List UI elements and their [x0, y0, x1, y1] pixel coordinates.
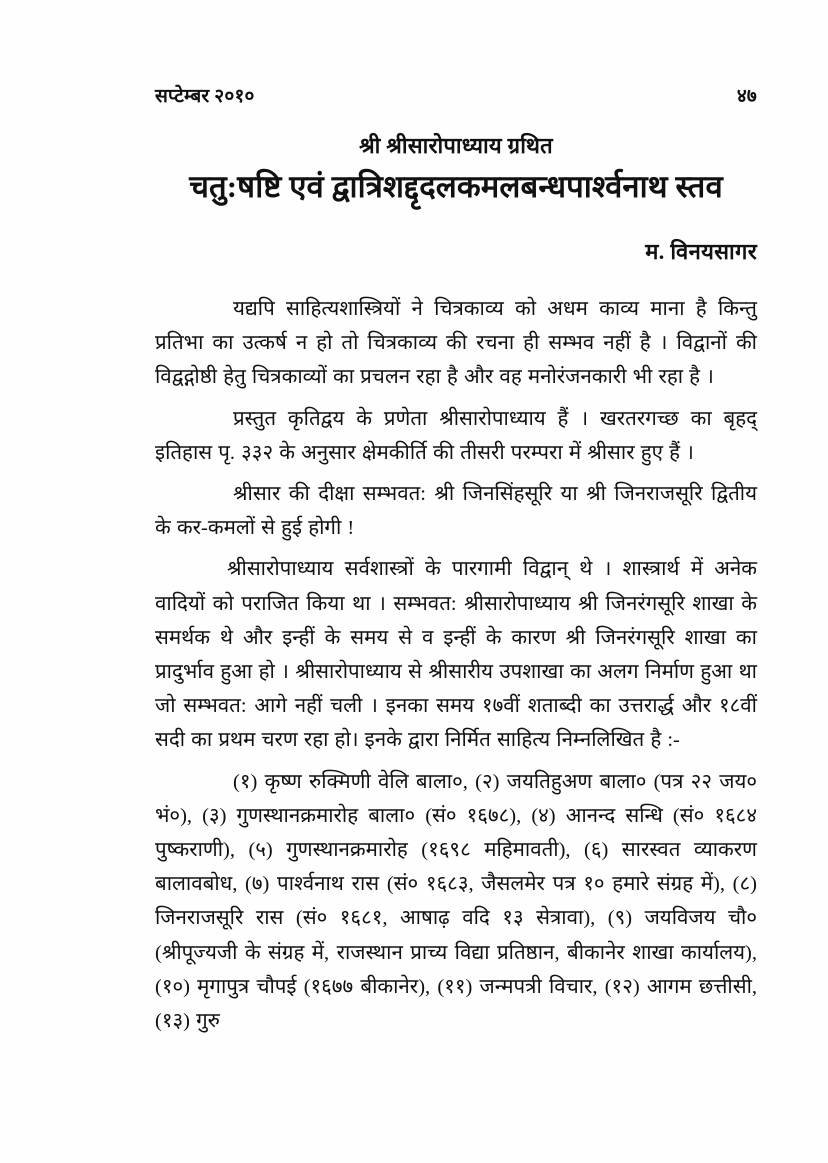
- title-block: [155, 132, 757, 205]
- body-paragraph: प्रस्तुत कृतिद्वय के प्रणेता श्रीसारोपाध्याय हैं । खरतरगच्छ का बृहद् इतिहास पृ. ३३२ के अनुसार क्षेमकीर्ति की तीसरी परम्परा में श्रीसार हुए हैं ।: [155, 407, 757, 464]
- article-byline: म. विनयसागर: [645, 239, 757, 264]
- body-paragraph: श्रीसार की दीक्षा सम्भवत: श्री जिनसिंहसूरि या श्री जिनराजसूरि द्वितीय के कर-कमलों से हुई होगी !: [155, 483, 757, 540]
- issue-date: सप्टेम्बर २०१०: [155, 86, 255, 107]
- running-head: [155, 82, 757, 108]
- article-subtitle: श्री श्रीसारोपाध्याय ग्रथित: [359, 133, 553, 158]
- article-body: [155, 292, 757, 1038]
- article-title: चतु:षष्टि एवं द्वात्रिशद्दृदलकमलबन्धपार्श्वनाथ स्तव: [189, 168, 723, 204]
- page-number: ४७: [736, 86, 757, 107]
- body-paragraph: यद्यपि साहित्यशास्त्रियों ने चित्रकाव्य को अधम काव्य माना है किन्तु प्रतिभा का उत्कर्ष न हो तो चित्रकाव्य की रचना ही सम्भव नहीं है । विद्वानों की विद्वद्गोष्ठी हेतु चित्रकाव्यों का प्रचलन रहा है और वह मनोरंजनकारी भी रहा है ।: [155, 298, 757, 389]
- body-paragraph-works-list: (१) कृष्ण रुक्मिणी वेलि बाला०, (२) जयतिहुअण बाला० (पत्र २२ जय० भं०), (३) गुणस्थानक्रमारोह बाला० (सं० १६७८), (४) आनन्द सन्धि (सं० १६८४ पुष्कराणी), (५) गुणस्थानक्रमारोह (१६९८ महिमावती), (६) सारस्वत व्याकरण बालावबोध, (७) पार्श्वनाथ रास (सं० १६८३, जैसलमेर पत्र १० हमारे संग्रह में), (८) जिनराजसूरि रास (सं० १६८१, आषाढ़ वदि १३ सेत्रावा), (९) जयविजय चौ० (श्रीपूज्यजी के संग्रह में, राजस्थान प्राच्य विद्या प्रतिष्ठान, बीकानेर शाखा कार्यालय), (१०) मृगापुत्र चौपई (१६७७ बीकानेर), (११) जन्मपत्री विचार, (१२) आगम छत्तीसी, (१३) गुरु: [155, 770, 757, 1033]
- body-paragraph: श्रीसारोपाध्याय सर्वशास्त्रों के पारगामी विद्वान् थे । शास्त्रार्थ में अनेक वादियों को पराजित किया था । सम्भवत: श्रीसारोपाध्याय श्री जिनरंगसूरि शाखा के समर्थक थे और इन्हीं के समय से व इन्हीं के कारण श्री जिनरंगसूरि शाखा का प्रादुर्भाव हुआ हो । श्रीसारोपाध्याय से श्रीसारीय उपशाखा का अलग निर्माण हुआ था जो सम्भवत: आगे नहीं चली । इनका समय १७वीं शताब्दी का उत्तरार्द्ध और १८वीं सदी का प्रथम चरण रहा हो। इनके द्वारा निर्मित साहित्य निम्नलिखित है :-: [155, 558, 757, 752]
